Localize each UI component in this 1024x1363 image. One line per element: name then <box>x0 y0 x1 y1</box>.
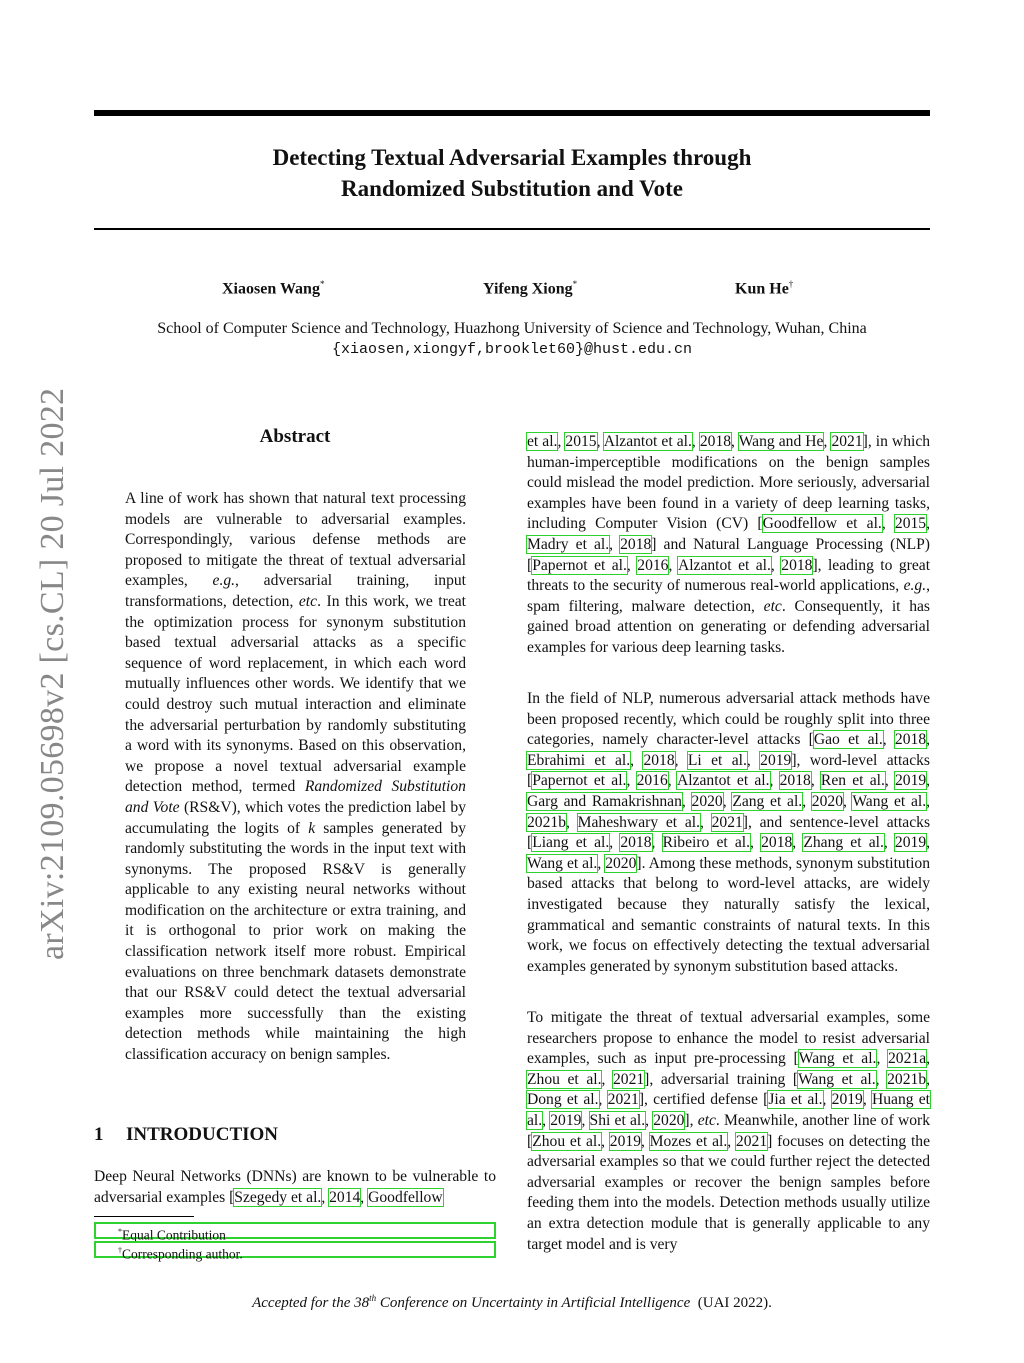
citation-link[interactable]: Shi et al. <box>589 1111 646 1129</box>
citation-link[interactable]: 2018 <box>643 751 675 769</box>
citation-link[interactable]: 2020 <box>605 854 637 872</box>
intro-paragraph-right-3: To mitigate the threat of textual adversarial examples, some researchers propose to enhance the model to resist adversarial examples, such as input pre-processing [Wang et al., 2021a, Zhou et al., 2021], adversarial training [Wang et al., 2021b, Dong et al., 2021], certified defense [Jia et al., 2019, Huang et al., 2019, Shi et al., 2020], etc. Meanwhile, another line of work [Zhou et al., 2019, Mozes et al., 2021] focuses on detecting the adversarial examples so that we could further reject the detected adversarial examples or recover the benign samples before feeding them into the models. Detection methods usually utilize an extra detection module that is generally applicable to any target model and is very <box>527 1009 931 1253</box>
abstract-heading: Abstract <box>259 426 331 447</box>
citation-link[interactable]: Ren et al. <box>820 772 885 790</box>
citation-link[interactable]: 2015 <box>894 515 927 533</box>
citation-link[interactable]: 2016 <box>636 772 668 790</box>
footnote-equal-contribution[interactable]: *Equal Contribution <box>94 1222 496 1239</box>
citation-link[interactable]: Ribeiro et al. <box>662 834 751 852</box>
paper-title <box>94 142 930 204</box>
citation-link[interactable]: 2016 <box>637 556 669 574</box>
citation-link[interactable]: 2014 <box>329 1188 361 1206</box>
author-1: Xiaosen Wang* <box>222 279 325 298</box>
citation-link[interactable]: 2020 <box>691 792 723 810</box>
citation-link[interactable]: Alzantot et al. <box>603 433 692 450</box>
citation-link[interactable]: Zhang et al. <box>803 834 884 852</box>
citation-link[interactable]: 2021b <box>527 813 566 831</box>
abstract-body: A line of work has shown that natural text processing models are vulnerable to adversarial examples. Correspondingly, various defense methods are proposed to mitigate the threat of textual adversarial examples, e.g., adversarial training, input transformations, detection, etc. In this work, we treat the optimization process for synonym substitution based textual adversarial attacks as a specific sequence of word replacement, in which each word mutually influences other words. We identify that we could destroy such mutual interaction and eliminate the adversarial perturbation by randomly substituting a word with its synonyms. Based on this observation, we propose a novel textual adversarial example detection method, termed Randomized Substitution and Vote (RS&V), which votes the prediction label by accumulating the logits of k samples generated by randomly substituting the words in the input text with synonyms. The proposed RS&V is generally applicable to any existing neural networks without modification on the architecture or extra training, and it is orthogonal to prior work on making the classification network itself more robust. Empirical evaluations on three benchmark datasets demonstrate that our RS&V could detect the textual adversarial examples more successfully than the existing detection methods while maintaining the high classification accuracy on benign samples. <box>125 490 467 1064</box>
citation-link[interactable]: Goodfellow <box>368 1188 443 1206</box>
citation-link[interactable]: Zhou et al. <box>532 1132 602 1150</box>
citation-link[interactable]: Alzantot et al. <box>677 772 770 790</box>
conference-footer: Accepted for the 38th Conference on Uncertainty in Artificial Intelligence (UAI 2022). <box>252 1293 772 1311</box>
citation-link[interactable]: Alzantot et al. <box>677 556 771 574</box>
citation-link[interactable]: Garg and Ramakrishnan <box>527 792 682 810</box>
intro-paragraph-right-1: et al., 2015, Alzantot et al., 2018, Wang and He, 2021], in which human-imperceptible modifications on the benign samples could mislead the model prediction. More seriously, adversarial examples have been found in a variety of deep learning tasks, including Computer Vision (CV) [Goodfellow et al., 2015, Madry et al., 2018] and Natural Language Processing (NLP) [Papernot et al., 2016, Alzantot et al., 2018], leading to great threats to the security of numerous real-world applications, e.g., spam filtering, malware detection, etc. Consequently, it has gained broad attention on generating or defending adversarial examples for various deep learning tasks. <box>527 433 931 656</box>
citation-link[interactable]: Papernot et al. <box>532 772 627 790</box>
citation-link[interactable]: 2021a <box>888 1050 927 1068</box>
intro-paragraph-right-2: In the field of NLP, numerous adversarial attack methods have been proposed recently, which could be roughly split into three categories, namely character-level attacks [Gao et al., 2018, Ebrahimi et al., 2018, Li et al., 2019], word-level attacks [Papernot et al., 2016, Alzantot et al., 2018, Ren et al., 2019, Garg and Ramakrishnan, 2020, Zang et al., 2020, Wang et al., 2021b, Maheshwary et al., 2021], and sentence-level attacks [Liang et al., 2018, Ribeiro et al., 2018, Zhang et al., 2019, Wang et al., 2020]. Among these methods, synonym substitution based attacks that belong to word-level attacks, are widely investigated because they naturally satisfy the lexical, grammatical and semantic constraints of natural texts. In this work, we focus on effectively detecting the textual adversarial examples generated by synonym substitution based attacks. <box>527 690 931 975</box>
citation-link[interactable]: Mozes et al. <box>649 1132 728 1150</box>
citation-link[interactable]: Wang et al. <box>798 1070 876 1088</box>
citation-link[interactable]: Gao et al. <box>813 731 883 749</box>
title-line-1: Detecting Textual Adversarial Examples through <box>272 145 752 170</box>
arxiv-side-label: arXiv:2109.05698v2 [cs.CL] 20 Jul 2022 <box>34 387 71 960</box>
citation-link[interactable]: 2019 <box>894 834 927 852</box>
citation-link[interactable]: 2018 <box>620 834 652 852</box>
title-top-rule <box>94 110 930 116</box>
citation-link[interactable]: Wang et al. <box>798 1050 877 1068</box>
citation-link[interactable]: 2018 <box>761 834 793 852</box>
affiliation: School of Computer Science and Technology, Huazhong University of Science and Technology, Wuhan, China <box>157 320 867 337</box>
citation-link[interactable]: 2018 <box>620 535 652 553</box>
title-line-2: Randomized Substitution and Vote <box>341 176 683 201</box>
citation-link[interactable]: Ebrahimi et al. <box>527 751 631 769</box>
citation-link[interactable]: Li et al. <box>687 751 747 769</box>
citation-link[interactable]: Wang et al. <box>527 854 598 872</box>
citation-link[interactable]: et al. <box>527 433 558 450</box>
author-3: Kun He† <box>735 279 794 298</box>
citation-link[interactable]: 2021b <box>887 1070 927 1088</box>
citation-link[interactable]: 2019 <box>550 1111 582 1129</box>
citation-link[interactable]: Goodfellow et al. <box>762 515 882 533</box>
citation-link[interactable]: 2015 <box>565 433 597 450</box>
citation-link[interactable]: 2021 <box>607 1091 639 1109</box>
citation-link[interactable]: 2019 <box>831 1091 863 1109</box>
citation-link[interactable]: Liang et al. <box>532 834 610 852</box>
citation-link[interactable]: Szegedy et al. <box>234 1188 322 1206</box>
citation-link[interactable]: 2020 <box>811 792 843 810</box>
author-emails[interactable]: {xiaosen,xiongyf,brooklet60}@hust.edu.cn <box>331 341 693 358</box>
citation-link[interactable]: Zhou et al. <box>527 1070 602 1088</box>
citation-link[interactable]: 2021 <box>612 1070 645 1088</box>
citation-link[interactable]: Wang et al. <box>852 792 927 810</box>
section-heading-introduction: 1 INTRODUCTION <box>94 1124 279 1145</box>
citation-link[interactable]: Papernot et al. <box>532 556 627 574</box>
intro-paragraph-left: Deep Neural Networks (DNNs) are known to be vulnerable to adversarial examples [Szegedy et al., 2014, Goodfellow <box>94 1168 496 1206</box>
citation-link[interactable]: Madry et al. <box>527 535 610 553</box>
footnote-rule <box>94 1216 194 1217</box>
citation-link[interactable]: Zang et al. <box>732 792 803 810</box>
citation-link[interactable]: 2018 <box>894 731 927 749</box>
citation-link[interactable]: 2021 <box>735 1132 768 1150</box>
citation-link[interactable]: Wang and He <box>738 433 824 450</box>
citation-link[interactable]: Jia et al. <box>768 1091 823 1109</box>
citation-link[interactable]: Huang et al. <box>527 1091 931 1129</box>
footnote-corresponding-author[interactable]: †Corresponding author. <box>94 1241 496 1258</box>
citation-link[interactable]: 2020 <box>653 1111 685 1129</box>
citation-link[interactable]: 2019 <box>760 751 792 769</box>
citation-link[interactable]: 2018 <box>699 433 732 450</box>
citation-link[interactable]: 2021 <box>831 433 863 450</box>
citation-link[interactable]: Dong et al. <box>527 1091 599 1109</box>
title-bottom-rule <box>94 228 930 230</box>
citation-link[interactable]: 2018 <box>779 772 811 790</box>
citation-link[interactable]: 2021 <box>711 813 743 831</box>
author-2: Yifeng Xiong* <box>483 279 578 298</box>
citation-link[interactable]: Maheshwary et al. <box>577 813 700 831</box>
citation-link[interactable]: 2019 <box>894 772 927 790</box>
citation-link[interactable]: 2018 <box>781 556 813 574</box>
citation-link[interactable]: 2019 <box>609 1132 641 1150</box>
